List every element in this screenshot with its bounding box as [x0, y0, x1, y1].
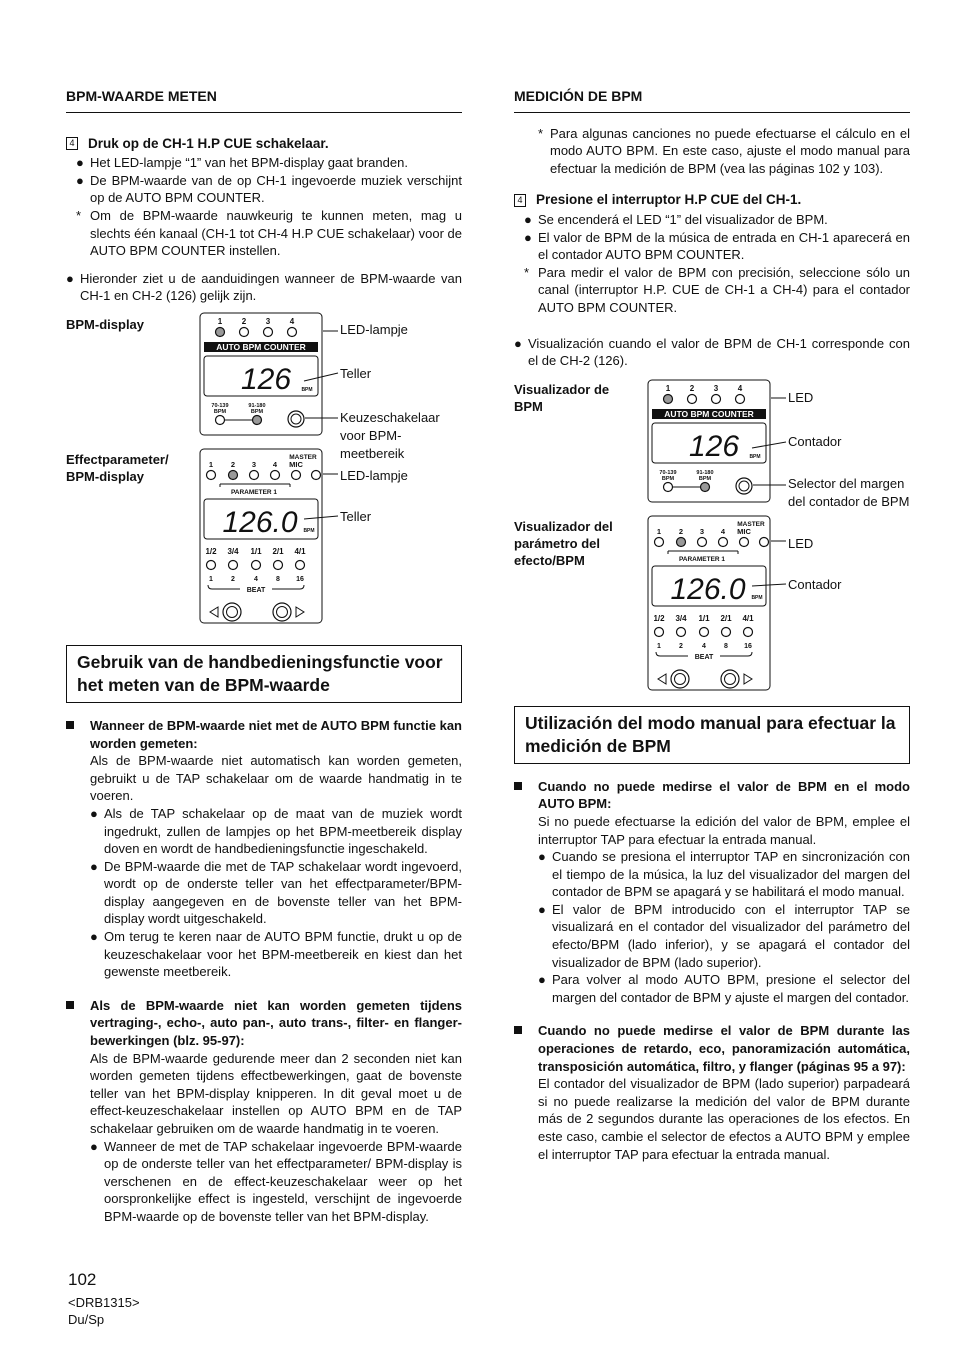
led-icon: [740, 537, 749, 546]
led-icon: [229, 470, 238, 479]
led-icon: [688, 394, 697, 403]
led-icon: [207, 470, 216, 479]
step-list: [66, 154, 462, 260]
note: ● Hieronder ziet u de aanduidingen wanneer de BPM-waarde van CH-1 en CH-2 (126) gelijk zijn.: [66, 270, 462, 304]
step-title: [514, 191, 910, 209]
figure-label-bpm-display: BPM-display: [66, 316, 145, 332]
beat-led-icon: [207, 560, 216, 569]
beat-led-icon: [722, 627, 731, 636]
beat-led-icon: [677, 627, 686, 636]
master-label: MASTER: [289, 453, 317, 461]
led-icon: [292, 470, 301, 479]
beat-number: 16: [744, 642, 752, 650]
callout-counter: Contador: [788, 433, 842, 449]
figure-bpm-displays: [514, 378, 910, 696]
led-icon: [677, 537, 686, 546]
led-number: 1: [656, 526, 662, 536]
range-label: 91-180: [248, 402, 266, 409]
list-item: ● El valor de BPM de la música de entrada en CH-1 aparecerá en el contador AUTO BPM COUNTER.: [524, 229, 910, 263]
led-icon: [312, 470, 321, 479]
beat-fraction: 2/1: [720, 613, 732, 623]
step-title-text: Druk op de CH-1 H.P CUE schakelaar.: [88, 135, 329, 151]
callout-led: LED-lampje: [340, 321, 408, 337]
led-number: 4: [737, 383, 743, 393]
beat-number: 1: [657, 642, 661, 650]
note: * Para algunas canciones no puede efectuarse el cálculo en el modo AUTO BPM. En este caso, ajuste el modo manual para efectuar la medición de BPM (vea las páginas 102 y 103).: [538, 125, 910, 176]
range-led-icon: [664, 482, 673, 491]
beat-number: 2: [679, 642, 683, 650]
auto-bpm-label: AUTO BPM COUNTER: [664, 408, 754, 419]
range-label: 91-180: [696, 469, 714, 476]
beat-number: 4: [254, 575, 258, 583]
callout-counter: Teller: [340, 508, 372, 524]
footer-lang: Du/Sp: [68, 1312, 105, 1327]
callout-range-selector: Keuzeschakelaar voor BPM-meetbereik: [340, 409, 440, 461]
note: ● Visualización cuando el valor de BPM de CH-1 corresponde con el de CH-2 (126).: [514, 335, 910, 369]
tap-button-inner: [227, 606, 238, 617]
master-label: MASTER: [737, 520, 765, 528]
list-item: ● El valor de BPM introducido con el interruptor TAP se visualizará en el contador del visualizador del parámetro del efecto/BPM (lado inferior), y se apagará el contador del visualizador de BPM (lado superior).: [538, 901, 910, 970]
beat-number: 2: [231, 575, 235, 583]
beat-number: 8: [724, 642, 728, 650]
beat-number: 4: [702, 642, 706, 650]
beat-number: 16: [296, 575, 304, 583]
list-item: ● Het LED-lampje “1” van het BPM-display gaat branden.: [76, 155, 408, 171]
beat-led-icon: [252, 560, 261, 569]
led-number: 4: [272, 459, 278, 469]
led-number: 1: [217, 316, 223, 326]
beat-fraction: 4/1: [742, 613, 754, 623]
bpm-counter-value: 126: [688, 429, 740, 463]
tap-button-inner: [277, 606, 288, 617]
led-icon: [664, 394, 673, 403]
beat-led-icon: [229, 560, 238, 569]
tap-button-inner: [675, 673, 686, 684]
bpm-unit: BPM: [303, 527, 315, 534]
beat-fraction: 1/1: [698, 613, 710, 623]
led-number: 3: [699, 526, 705, 536]
beat-fraction: 4/1: [294, 546, 306, 556]
led-icon: [698, 537, 707, 546]
led-number: 2: [689, 383, 695, 393]
step-title: [66, 135, 462, 153]
led-icon: [288, 327, 297, 336]
beat-number: 8: [276, 575, 280, 583]
parameter-label: PARAMETER 1: [230, 488, 278, 496]
figure-label-effect-display: Effectparameter/ BPM-display: [66, 451, 169, 484]
callout-led: LED: [788, 389, 814, 405]
list-item: * Om de BPM-waarde nauwkeurig te kunnen meten, mag u slechts één kanaal (CH-1 tot CH-4 H.P CUE schakelaar) voor de AUTO BPM COUNTER instellen.: [76, 207, 462, 259]
step-number: 4: [66, 137, 78, 150]
range-selector-inner: [739, 481, 749, 491]
footer-code: <DRB1315>: [68, 1295, 140, 1310]
led-number: 4: [720, 526, 726, 536]
list-item: * Para medir el valor de BPM con precisión, seleccione sólo un canal (interruptor H.P. CUE de CH-1 a CH-4) para el contador AUTO BPM COUNTER.: [524, 264, 910, 315]
range-led-icon: [253, 415, 262, 424]
range-label: 70-139: [211, 402, 229, 409]
bpm-unit: BPM: [301, 386, 313, 393]
list-item: ● Para volver al modo AUTO BPM, presione el selector del margen del contador de BPM y ajuste el margen del contador.: [538, 972, 910, 1005]
beat-fraction: 3/4: [227, 546, 239, 556]
range-selector-inner: [291, 414, 301, 424]
list-item: Als de BPM-waarde niet kan worden gemeten tijdens vertraging-, echo-, auto pan-, auto trans-, filter- en flanger-bewerkingen (blz. 95-97): Als de BPM-waarde gedurende meer dan 2 seconden niet kan worden gemeten tijdens effectbewerkingen, gaat de bovenste teller van het BPM-display knipperen. In dit geval moet u de effect-keuzeschakelaar instellen op AUTO BPM en de TAP schakelaar gebruiken om de waarde handmatig in te voeren. ● Wanneer de met de TAP schakelaar ingevoerde BPM-waarde op de onderste teller van het effectparameter/ BPM-display is verschenen en de effect-keuzeschakelaar weer op het oorspronkelijke effect is ingesteld, verschijnt de ingevoerde BPM-waarde op de bovenste teller van het BPM-display.: [66, 997, 462, 1226]
figure-bpm-displays: [66, 313, 462, 631]
bpm-counter-value: 126: [240, 362, 292, 396]
callout-range-selector: Selector del margen del contador de BPM: [788, 475, 910, 509]
auto-bpm-label: AUTO BPM COUNTER: [216, 341, 306, 352]
page-number: 102: [68, 1270, 97, 1289]
led-number: 3: [713, 383, 719, 393]
led-number: 4: [289, 316, 295, 326]
bpm-counter-value: 126.0: [670, 572, 746, 606]
beat-led-icon: [296, 560, 305, 569]
list-item: ● Se encenderá el LED “1” del visualizador de BPM.: [524, 211, 828, 227]
list-item: ● De BPM-waarde die met de TAP schakelaar wordt ingevoerd, wordt op de onderste teller van het effectparameter/BPM-display aangegeven en de bovenste teller van het BPM-display wordt uitgeschakeld.: [90, 858, 462, 927]
list-item: Cuando no puede medirse el valor de BPM durante las operaciones de retardo, eco, panoramización automática, transposición automática, filtro, y flanger (páginas 95 a 97): El contador del visualizador de BPM (lado superior) parpadeará si no puede realizarse la medición del valor de BPM durante más de 2 segundos durante las operaciones de los efectos. En este caso, cambie el selector de efectos a AUTO BPM y emplee el interruptor TAP para efectuar la entrada manual.: [514, 1022, 910, 1163]
led-icon: [250, 470, 259, 479]
led-icon: [216, 327, 225, 336]
range-label: BPM: [213, 408, 227, 415]
led-number: 2: [678, 526, 684, 536]
led-number: 3: [251, 459, 257, 469]
beat-fraction: 2/1: [272, 546, 284, 556]
step-number: 4: [514, 194, 526, 207]
beat-fraction: 1/2: [205, 546, 217, 556]
range-led-icon: [701, 482, 710, 491]
beat-fraction: 1/1: [250, 546, 262, 556]
led-number: MIC: [737, 526, 751, 536]
led-number: 2: [241, 316, 247, 326]
led-icon: [271, 470, 280, 479]
beat-led-icon: [274, 560, 283, 569]
callout-counter: Contador: [788, 576, 842, 592]
step-title-text: Presione el interruptor H.P CUE del CH-1.: [536, 192, 802, 208]
step-list: [514, 211, 910, 317]
beat-label: BEAT: [694, 653, 714, 661]
bpm-counter-value: 126.0: [222, 505, 298, 539]
range-label: BPM: [661, 475, 675, 482]
beat-fraction: 3/4: [675, 613, 687, 623]
led-icon: [655, 537, 664, 546]
right-column: [514, 88, 910, 1163]
led-icon: [760, 537, 769, 546]
section-heading: MEDICIÓN DE BPM: [514, 88, 910, 113]
beat-label: BEAT: [246, 586, 266, 594]
figure-label-effect-display: Visualizador del parámetro del efecto/BPM: [514, 518, 613, 568]
beat-number: 1: [209, 575, 213, 583]
callout-counter: Teller: [340, 365, 372, 381]
bpm-unit: BPM: [749, 453, 761, 460]
figure-label-bpm-display: Visualizador de BPM: [514, 381, 610, 414]
led-number: MIC: [289, 459, 303, 469]
section-heading: BPM-WAARDE METEN: [66, 88, 462, 113]
list-item: ● De BPM-waarde van de op CH-1 ingevoerde muziek verschijnt op de AUTO BPM COUNTER.: [76, 172, 462, 206]
led-icon: [736, 394, 745, 403]
beat-led-icon: [700, 627, 709, 636]
range-label: 70-139: [659, 469, 677, 476]
led-icon: [719, 537, 728, 546]
beat-led-icon: [655, 627, 664, 636]
list-item: ● Als de TAP schakelaar op de maat van de muziek wordt ingedrukt, zullen de lampjes op het BPM-meetbereik display doven en wordt de handbedieningsfunctie ingeschakeld.: [90, 805, 462, 857]
callout-led: LED-lampje: [340, 467, 408, 483]
list-item: ● Om terug te keren naar de AUTO BPM functie, drukt u op de keuzeschakelaar voor het BPM-meetbereik en kiest dan het gewenste meetbereik.: [90, 929, 462, 980]
beat-led-icon: [744, 627, 753, 636]
list-item: Cuando no puede medirse el valor de BPM en el modo AUTO BPM: Si no puede efectuarse la edición del valor de BPM, emplee el interruptor TAP para efectuar la entrada manual. ● Cuando se presiona el interruptor TAP en sincronización con el tiempo de la música, la luz del visualizador del margen del contador de BPM se apagará y se habilitará el modo manual. ● El valor de BPM introducido con el interruptor TAP se visualizará en el contador del visualizador del parámetro del efecto/BPM (lado inferior), y se apagará el contador del visualizador de BPM (lado superior). ● Para volver al modo AUTO BPM, presione el selector del margen del contador de BPM y ajuste el margen del contador.: [514, 778, 910, 1007]
led-icon: [264, 327, 273, 336]
led-number: 1: [665, 383, 671, 393]
parameter-label: PARAMETER 1: [678, 555, 726, 563]
left-column: [66, 88, 462, 1226]
callout-led: LED: [788, 535, 814, 551]
section-box-title: Utilización del modo manual para efectuar la medición de BPM: [514, 706, 910, 764]
bpm-unit: BPM: [751, 594, 763, 601]
list-item: ● Cuando se presiona el interruptor TAP en sincronización con el tiempo de la música, la luz del visualizador del margen del contador de BPM se apagará y se habilitará el modo manual.: [538, 849, 910, 900]
led-icon: [240, 327, 249, 336]
device-diagram: [514, 378, 910, 696]
section-box-title: Gebruik van de handbedieningsfunctie voor het meten van de BPM-waarde: [66, 645, 462, 703]
led-number: 1: [208, 459, 214, 469]
led-icon: [712, 394, 721, 403]
list-item: ● Wanneer de met de TAP schakelaar ingevoerde BPM-waarde op de onderste teller van het effectparameter/ BPM-display is verschenen en de effect-keuzeschakelaar weer op het oorspronkelijke effect is ingesteld, verschijnt de ingevoerde BPM-waarde op de bovenste teller van het BPM-display.: [90, 1138, 462, 1224]
range-label: BPM: [698, 475, 712, 482]
tap-button-inner: [725, 673, 736, 684]
led-number: 2: [230, 459, 236, 469]
beat-fraction: 1/2: [653, 613, 665, 623]
led-number: 3: [265, 316, 271, 326]
range-led-icon: [216, 415, 225, 424]
range-label: BPM: [250, 408, 264, 415]
list-item: Wanneer de BPM-waarde niet met de AUTO BPM functie kan worden gemeten: Als de BPM-waarde niet automatisch kan worden gemeten, gebruikt u de TAP schakelaar om de waarde handmatig in te voeren. ● Als de TAP schakelaar op de maat van de muziek wordt ingedrukt, zullen de lampjes op het BPM-meetbereik display doven en wordt de handbedieningsfunctie ingeschakeld. ● De BPM-waarde die met de TAP schakelaar wordt ingevoerd, wordt op de onderste teller van het effectparameter/BPM-display aangegeven en de bovenste teller van het BPM-display wordt uitgeschakeld. ● Om terug te keren naar de AUTO BPM functie, drukt u op de keuzeschakelaar voor het BPM-meetbereik en kiest dan het gewenste meetbereik.: [66, 717, 462, 981]
